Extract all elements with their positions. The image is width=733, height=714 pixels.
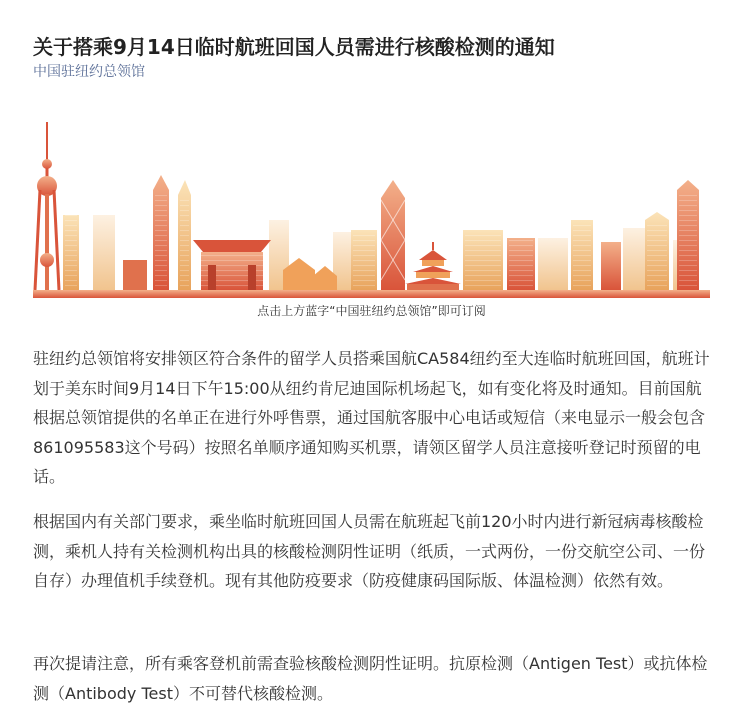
- china-pavilion: [193, 240, 271, 290]
- article-title: 关于搭乘9月14日临时航班回国人员需进行核酸检测的通知: [33, 35, 555, 60]
- pointed-tower: [153, 175, 191, 290]
- banner-caption: 点击上方蓝字“中国驻纽约总领馆”即可订阅: [257, 304, 486, 318]
- paragraph-reminder: 再次提请注意，所有乘客登机前需查验核酸检测阴性证明。抗原检测（Antigen Test）或抗体检测（Antibody Test）不可替代核酸检测。: [33, 654, 708, 703]
- skyline-banner-image: [33, 120, 710, 298]
- temple-of-heaven: [405, 242, 461, 290]
- frame-tower: [351, 180, 405, 290]
- ground-line: [33, 290, 710, 298]
- paragraph-test-requirement: 根据国内有关部门要求，乘坐临时航班回国人员需在航班起飞前120小时内进行新冠病毒核酸检测，乘机人持有关检测机构出具的核酸检测阴性证明（纸质，一式两份，一份交航空公司、一份自存）办理值机手续登机。现有其他防疫要求（防疫健康码国际版、体温检测）依然有效。: [33, 512, 706, 590]
- account-name-link[interactable]: 中国驻纽约总领馆: [33, 64, 145, 80]
- paragraph-flight-notice: 驻纽约总领馆将安排领区符合条件的留学人员搭乘国航CA584纽约至大连临时航班回国，航班计划于美东时间9月14日下午15:00从纽约肯尼迪国际机场起飞，如有变化将及时通知。目前国航根据总领馆提供的名单正在进行外呼售票，通过国航客服中心电话或短信（来电显示一般会包含861095583这个号码）按照名单顺序通知购买机票，请领区留学人员注意接听登记时预留的电话。: [33, 349, 710, 486]
- lattice-buildings: [463, 220, 593, 290]
- pearl-tower: [35, 122, 59, 290]
- right-skyscrapers: [601, 180, 699, 290]
